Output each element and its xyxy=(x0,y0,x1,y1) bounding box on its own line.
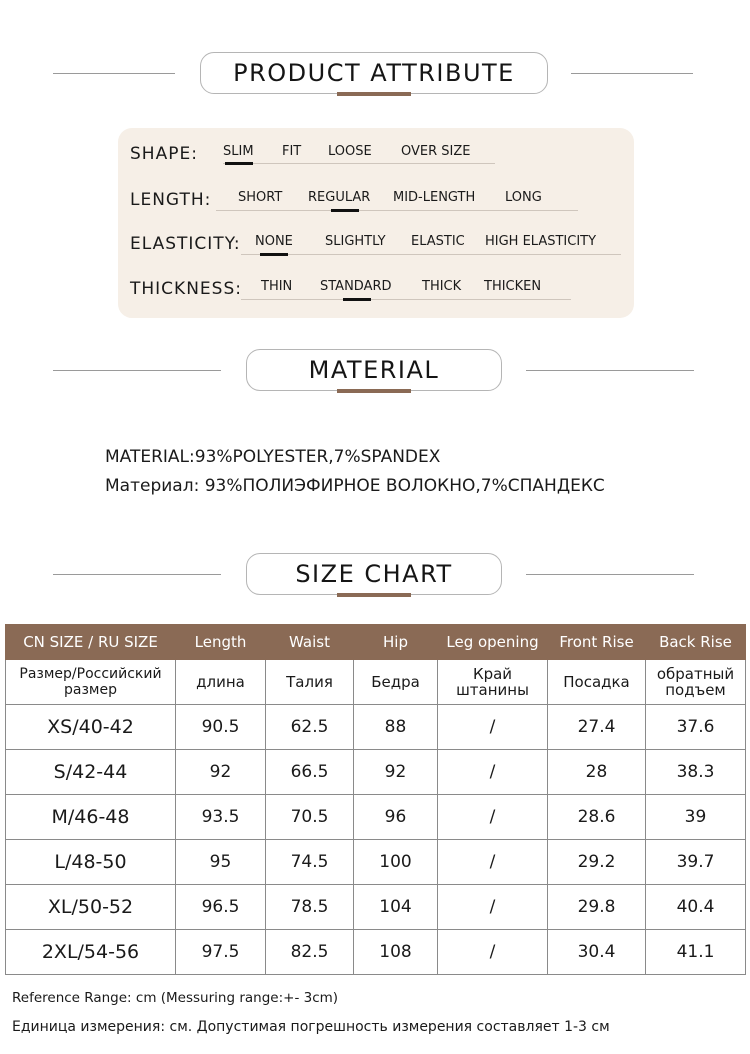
ru-header-line: Бедра xyxy=(371,673,420,691)
table-cell: 74.5 xyxy=(266,840,354,885)
attr-underline xyxy=(223,163,495,164)
material-ru-value: 93%ПОЛИЭФИРНОЕ ВОЛОКНО,7%СПАНДЕКС xyxy=(204,476,605,496)
table-ru-header-row xyxy=(6,660,746,705)
attr-option: THICK xyxy=(422,279,462,294)
table-cell: 97.5 xyxy=(176,930,266,975)
table-row xyxy=(6,930,746,975)
table-row xyxy=(6,705,746,750)
attr-label: THICKNESS: xyxy=(130,279,242,299)
table-cell: 90.5 xyxy=(176,705,266,750)
attr-option: LONG xyxy=(505,190,542,205)
selected-marker xyxy=(225,162,253,165)
divider-right xyxy=(571,73,693,74)
header-cell: Waist xyxy=(266,625,354,660)
table-row xyxy=(6,885,746,930)
ru-header-line: длина xyxy=(196,673,245,691)
size-cell: M/46-48 xyxy=(6,795,176,840)
table-cell: 88 xyxy=(354,705,438,750)
table-cell: 28.6 xyxy=(548,795,646,840)
attr-label: ELASTICITY: xyxy=(130,234,241,254)
ru-header-line: подъем xyxy=(665,681,726,699)
attr-label: SHAPE: xyxy=(130,144,198,164)
header-cell: CN SIZE / RU SIZE xyxy=(6,625,176,660)
header-cell: Leg opening xyxy=(438,625,548,660)
divider-left xyxy=(53,370,221,371)
material-en xyxy=(105,447,440,467)
divider-right xyxy=(526,574,694,575)
table-cell: 27.4 xyxy=(548,705,646,750)
ru-header-cell xyxy=(266,660,354,705)
selected-marker xyxy=(343,298,371,301)
attr-option: THIN xyxy=(261,279,293,294)
attr-option: LOOSE xyxy=(328,144,372,159)
material-heading: MATERIAL xyxy=(246,349,502,391)
reference-note-en: Reference Range: cm (Messuring range:+- 3cm) xyxy=(12,990,339,1006)
attr-option: SLIGHTLY xyxy=(325,234,386,249)
ru-header-line: Посадка xyxy=(563,673,630,691)
table-cell: 38.3 xyxy=(646,750,746,795)
table-cell: 30.4 xyxy=(548,930,646,975)
table-cell: / xyxy=(438,930,548,975)
ru-header-cell xyxy=(6,660,176,705)
table-row xyxy=(6,795,746,840)
table-cell: 100 xyxy=(354,840,438,885)
table-cell: 92 xyxy=(354,750,438,795)
attr-option: SHORT xyxy=(238,190,283,205)
attr-option: OVER SIZE xyxy=(401,144,471,159)
ru-header-line: обратный xyxy=(656,665,735,683)
attribute-panel xyxy=(118,128,634,318)
size-cell: S/42-44 xyxy=(6,750,176,795)
ru-header-cell xyxy=(354,660,438,705)
ru-header-cell xyxy=(548,660,646,705)
ru-header-line: Край xyxy=(472,665,513,683)
header-cell: Hip xyxy=(354,625,438,660)
attr-option: SLIM xyxy=(223,144,254,159)
table-cell: 39.7 xyxy=(646,840,746,885)
material-en-value: 93%POLYESTER,7%SPANDEX xyxy=(194,447,441,467)
ru-header-line: Талия xyxy=(286,673,333,691)
table-cell: 78.5 xyxy=(266,885,354,930)
attr-underline xyxy=(241,299,571,300)
table-cell: 95 xyxy=(176,840,266,885)
table-cell: 96.5 xyxy=(176,885,266,930)
size-cell: XS/40-42 xyxy=(6,705,176,750)
material-ru xyxy=(105,476,605,496)
attr-row-length xyxy=(118,187,634,211)
header-cell: Length xyxy=(176,625,266,660)
attr-option: THICKEN xyxy=(484,279,542,294)
table-cell: 92 xyxy=(176,750,266,795)
table-cell: 28 xyxy=(548,750,646,795)
divider-right xyxy=(526,370,694,371)
selected-marker xyxy=(331,209,359,212)
table-cell: / xyxy=(438,840,548,885)
table-cell: 108 xyxy=(354,930,438,975)
table-cell: 82.5 xyxy=(266,930,354,975)
table-cell: 29.8 xyxy=(548,885,646,930)
attr-option: FIT xyxy=(282,144,302,159)
table-cell: 96 xyxy=(354,795,438,840)
attr-option: REGULAR xyxy=(308,190,371,205)
table-cell: 62.5 xyxy=(266,705,354,750)
size-cell: XL/50-52 xyxy=(6,885,176,930)
divider-left xyxy=(53,574,221,575)
table-cell: / xyxy=(438,750,548,795)
attr-row-thickness xyxy=(118,276,634,300)
table-cell: 70.5 xyxy=(266,795,354,840)
attr-option: MID-LENGTH xyxy=(393,190,476,205)
table-cell: / xyxy=(438,795,548,840)
ru-header-cell xyxy=(176,660,266,705)
table-cell: 104 xyxy=(354,885,438,930)
table-cell: 40.4 xyxy=(646,885,746,930)
table-cell: 66.5 xyxy=(266,750,354,795)
attr-option: NONE xyxy=(255,234,293,249)
heading-accent-bar xyxy=(337,92,411,96)
header-cell: Front Rise xyxy=(548,625,646,660)
ru-header-cell xyxy=(646,660,746,705)
table-cell: 93.5 xyxy=(176,795,266,840)
header-cell: Back Rise xyxy=(646,625,746,660)
table-row xyxy=(6,840,746,885)
table-cell: / xyxy=(438,885,548,930)
size-chart-table xyxy=(5,624,746,975)
attr-option: STANDARD xyxy=(320,279,392,294)
size-cell: L/48-50 xyxy=(6,840,176,885)
material-ru-label: Материал: xyxy=(105,476,200,496)
divider-left xyxy=(53,73,175,74)
table-cell: 29.2 xyxy=(548,840,646,885)
ru-header-cell xyxy=(438,660,548,705)
ru-header-line: размер xyxy=(64,682,117,698)
selected-marker xyxy=(260,253,288,256)
size-cell: 2XL/54-56 xyxy=(6,930,176,975)
table-cell: / xyxy=(438,705,548,750)
table-cell: 37.6 xyxy=(646,705,746,750)
product-attribute-heading: PRODUCT ATTRIBUTE xyxy=(200,52,548,94)
attr-row-elasticity xyxy=(118,231,634,255)
size-chart-heading: SIZE CHART xyxy=(246,553,502,595)
ru-header-line: Размер/Российский xyxy=(19,666,162,682)
heading-accent-bar xyxy=(337,593,411,597)
material-en-label: MATERIAL: xyxy=(105,447,195,467)
table-row xyxy=(6,750,746,795)
attr-option: HIGH ELASTICITY xyxy=(485,234,597,249)
reference-note-ru: Единица измерения: см. Допустимая погрешность измерения составляет 1-3 см xyxy=(12,1019,610,1035)
attr-row-shape xyxy=(118,142,634,166)
attr-label: LENGTH: xyxy=(130,190,212,210)
table-cell: 41.1 xyxy=(646,930,746,975)
table-cell: 39 xyxy=(646,795,746,840)
heading-accent-bar xyxy=(337,389,411,393)
attr-underline xyxy=(216,210,578,211)
table-header-row xyxy=(6,625,746,660)
attr-option: ELASTIC xyxy=(411,234,465,249)
ru-header-line: штанины xyxy=(456,681,529,699)
attr-underline xyxy=(241,254,621,255)
